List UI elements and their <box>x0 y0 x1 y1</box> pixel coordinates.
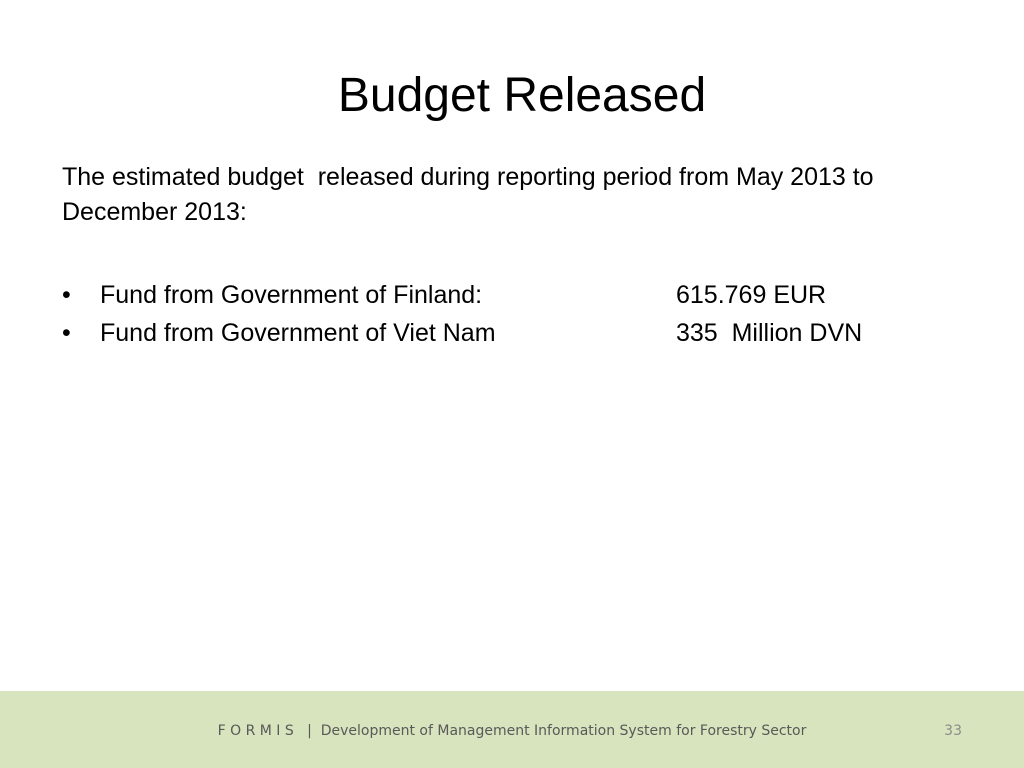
slide-title: Budget Released <box>337 69 707 122</box>
list-item-finland-fund <box>62 276 982 314</box>
bullet-icon: • <box>62 319 71 347</box>
fund-amount: 335 Million DVN <box>676 319 863 347</box>
list-item-vietnam-fund <box>62 314 982 352</box>
footer-text: F O R M I S | Development of Management Information System for Forestry Sector <box>217 723 807 739</box>
footer-bar <box>0 691 1024 768</box>
page-number: 33 <box>944 723 962 739</box>
fund-label: Fund from Government of Viet Nam <box>100 319 496 347</box>
bullet-list <box>62 276 982 352</box>
intro-paragraph: The estimated budget released during reporting period from May 2013 to December 2013: <box>62 163 881 226</box>
fund-amount: 615.769 EUR <box>676 281 827 309</box>
fund-label: Fund from Government of Finland: <box>100 281 483 309</box>
bullet-icon: • <box>62 281 71 309</box>
